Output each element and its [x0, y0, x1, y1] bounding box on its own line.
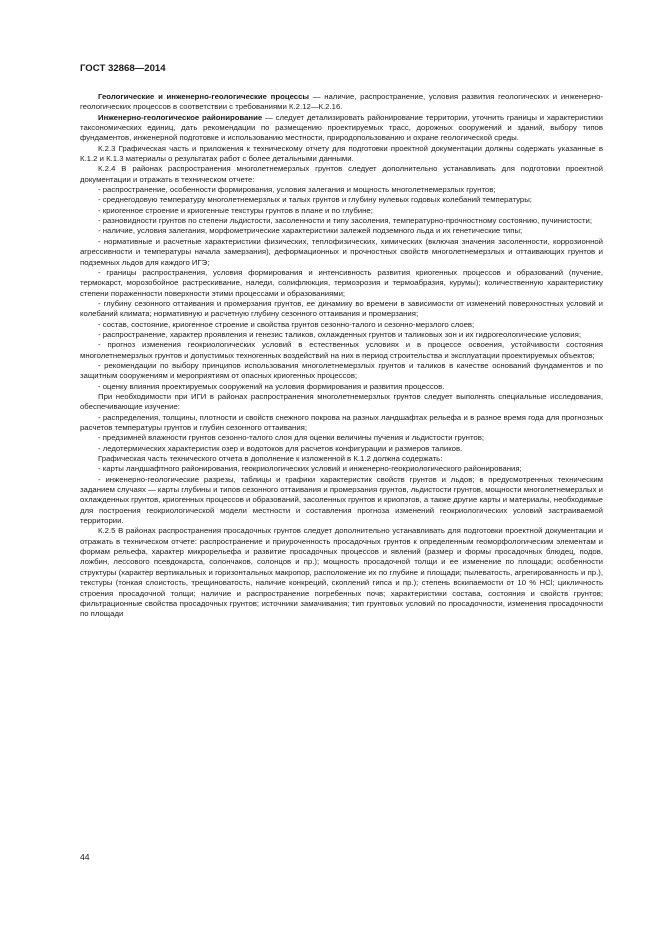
paragraph-term: Геологические и инженерно-геологические процессы	[98, 92, 310, 101]
page-number: 44	[80, 852, 90, 862]
paragraph-text: - прогноз изменения геокриологических условий в естественных условиях и в процессе освоения, устойчивости состояния многолетнемерзлых грунтов и допустимых техногенных воздействий на них в период строительства и эксплуатации проектируемых объектов;	[80, 340, 603, 360]
paragraph	[80, 361, 603, 382]
paragraph-text: - распределения, толщины, плотности и свойств снежного покрова на разных ландшафтах рельефа и в разное время года для прогнозных расчетов температуры грунтов и глубин сезонного оттаивания;	[80, 412, 603, 432]
paragraph	[80, 454, 603, 464]
paragraph	[80, 320, 603, 330]
paragraph	[80, 475, 603, 527]
paragraph	[80, 113, 603, 144]
paragraph	[80, 413, 603, 434]
paragraph-text: К.2.4 В районах распространения многолетнемерзлых грунтов следует дополнительно устанавливать для подготовки проектной документации и отражать в техническом отчете:	[80, 164, 603, 184]
paragraph	[80, 195, 603, 205]
paragraph	[80, 444, 603, 454]
paragraph	[80, 330, 603, 340]
paragraph-text: - ледотермических характеристик озер и водотоков для расчетов конфигурации и размеров таликов.	[98, 443, 463, 453]
paragraph-text: - глубину сезонного оттаивания и промерзания грунтов, ее динамику во времени в зависимости от изменений поверхностных условий и колебаний климата; нормативную и расчетную глубину сезонного оттаивания и промерзания;	[80, 298, 603, 319]
paragraph	[80, 299, 603, 320]
paragraph-text: - предзимней влажности грунтов сезонно-талого слоя для оценки величины пучения и льдистости грунтов;	[98, 433, 484, 443]
paragraph	[80, 92, 603, 113]
paragraph-text: — наличие, распространение, условия развития геологических и инженерно-геологических процессов в соответствии с требованиями К.2.12—К.2.16.	[80, 92, 604, 112]
document-body	[80, 92, 603, 620]
paragraph-text: - границы распространения, условия формирования и интенсивность развития криогенных процессов и образований (пучение, термокарст, морозобойное растрескивание, наледи, солифлюкция, термоэрозия и термоабразия, курумы); количественную характеристику степени пораженности поверхности этими процессами и образованиями;	[80, 267, 603, 298]
paragraph-text: — следует детализировать районирование территории, уточнить границы и характеристики таксономических единиц, дать рекомендации по размещению проектируемых трасс, дорожных сооружений и зданий, выбору типов фундаментов, инженерной подготовке и использованию местности, природопользованию и охране геологической среды.	[80, 112, 603, 143]
paragraph-text: - среднегодовую температуру многолетнемерзлых и талых грунтов и глубину нулевых годовых колебаний температуры;	[98, 195, 532, 205]
paragraph-text: - распространение, характер проявления и генезис таликов, охлажденных грунтов и таликовых зон и их гидрогеологические условия;	[98, 329, 581, 339]
page-title: ГОСТ 32868—2014	[80, 63, 166, 74]
paragraph	[80, 216, 603, 226]
paragraph	[80, 382, 603, 392]
paragraph	[80, 340, 603, 361]
paragraph	[80, 226, 603, 236]
paragraph	[80, 526, 603, 619]
paragraph	[80, 164, 603, 185]
paragraph-text: - наличие, условия залегания, морфометрические характеристики залежей подземного льда и их генетические типы;	[98, 226, 523, 236]
paragraph	[80, 464, 603, 474]
paragraph-text: - оценку влияния проектируемых сооружений на условия формирования и развития процессов.	[98, 381, 445, 391]
paragraph-text: - нормативные и расчетные характеристики физических, теплофизических, химических (включая значения засоленности, коррозионной агрессивности и температуры начала замерзания), деформационных и прочностных свойств многолетнемерзлых и оттаивающих грунтов и подземных льдов для каждого ИГЭ;	[80, 236, 603, 267]
paragraph-text: При необходимости при ИГИ в районах распространения многолетнемерзлых грунтов следует выполнять специальные исследования, обеспечивающие изучение:	[80, 391, 603, 412]
paragraph-text: - карты ландшафтного районирования, геокриологических условий и инженерно-геокриологического районирования;	[98, 464, 522, 474]
paragraph	[80, 144, 603, 165]
paragraph-text: К.2.5 В районах распространения просадочных грунтов следует дополнительно устанавливать для подготовки проектной документации и отражать в техническом отчете: распространение и приуроченность просадочных грунтов к определенным геоморфологическим элементам и формам рельефа, характер микрорельефа и развитие просадочных процессов и явлений (размер и формы просадочных блюдец, подов, ложбин, лессового псевдокарста, солончаков, солонцов и пр.); мощность просадочной толщи и ее изменение по площади; особенности структуры (характер вертикальных и горизонтальных макропор, расположение их по глубине и площади; пылеватость, агрегированность и пр.), текстуры (тонкая слоистость, трещиноватость, наличие конкреций, скоплений гипса и пр.); степень вскипаемости от 10 % HCl; цикличность строения просадочной толщи; наличие и распространение погребенных почв; характеристики состава, состояния и свойств грунтов; фильтрационные свойства просадочных грунтов; источники замачивания; тип грунтовых условий по просадочности, изменения просадочности по площади	[80, 526, 603, 619]
paragraph-text: - распространение, особенности формирования, условия залегания и мощность многолетнемерзлых грунтов;	[98, 185, 496, 195]
paragraph-text: - инженерно-геологические разрезы, таблицы и графики характеристик свойств грунтов и льдов; в предусмотренных техническим заданием случаях — карты глубины и типов сезонного оттаивания и промерзания грунтов, льдистости грунтов, мощности многолетнемерзлых и охлажденных грунтов, криогенных процессов и образований, засоленных грунтов и криопэгов, а также другие карты и материалы, необходимые для построения геокриологической модели местности и составления прогноза изменений геокриологических условий застраиваемой территории.	[80, 474, 603, 526]
paragraph	[80, 206, 603, 216]
paragraph-text: - разновидности грунтов по степени льдистости, засоленности и типу засоления, температурно-прочностному состоянию, пучинистости;	[98, 216, 593, 226]
paragraph-text: - криогенное строение и криогенные текстуры грунтов в плане и по глубине;	[98, 205, 373, 215]
paragraph-text: - состав, состояние, криогенное строение и свойства грунтов сезонно-талого и сезонно-мерзлого слоев;	[98, 319, 475, 329]
paragraph	[80, 392, 603, 413]
paragraph	[80, 185, 603, 195]
paragraph	[80, 433, 603, 443]
paragraph-text: - рекомендации по выбору принципов использования многолетнемерзлых грунтов и таликов в качестве оснований фундаментов и по защитным сооружениям и мероприятиям от опасных криогенных процессов;	[80, 360, 603, 381]
paragraph	[80, 268, 603, 299]
paragraph-term: Инженерно-геологическое районирование	[98, 112, 263, 122]
paragraph-text: Графическая часть технического отчета в дополнение к изложенной в К.1.2 должна содержать:	[98, 454, 443, 464]
paragraph	[80, 237, 603, 268]
paragraph-text: К.2.3 Графическая часть и приложения к техническому отчету для подготовки проектной документации должны содержать указанные в К.1.2 и К.1.3 материалы о результатах работ с более детальными данными.	[80, 143, 603, 164]
